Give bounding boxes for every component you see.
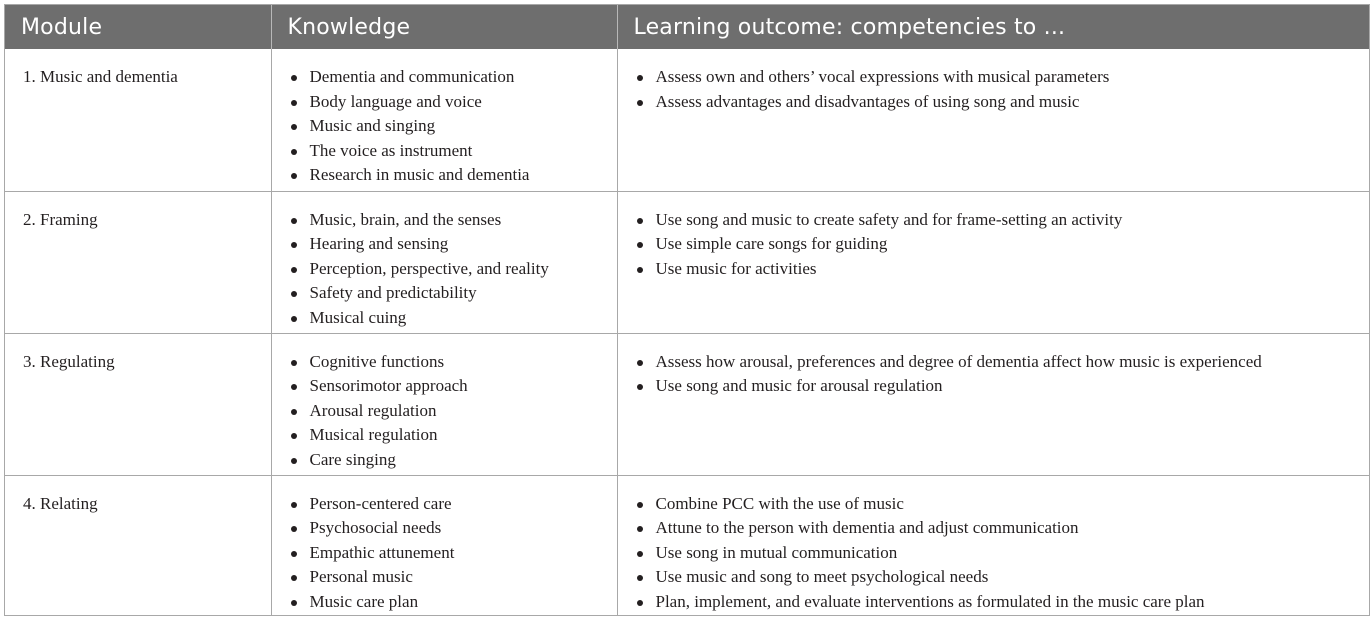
bullet-icon [291,75,297,81]
knowledge-item: Research in music and dementia [309,165,530,185]
module-label: 1. Music and dementia [23,67,178,86]
bullet-icon [291,458,297,464]
bullet-icon [637,600,643,606]
knowledge-item: Perception, perspective, and reality [309,258,549,278]
outcome-item: Attune to the person with dementia and adjust communication [655,518,1079,538]
list-item [636,541,1362,566]
list-item [290,399,609,424]
list-item [290,423,609,448]
list-item [636,516,1362,541]
outcome-item: Use song in mutual communication [655,542,898,562]
list-item [636,90,1362,115]
table-row [5,475,1369,615]
bullet-icon [291,267,297,273]
knowledge-item: Hearing and sensing [309,234,449,254]
table-row [5,49,1369,191]
header-module: Module [5,5,271,49]
module-cell [5,333,271,475]
bullet-icon [637,75,643,81]
knowledge-item: Dementia and communication [309,67,515,86]
knowledge-item: Musical cuing [309,307,407,327]
knowledge-item: Arousal regulation [309,400,437,420]
bullet-icon [291,291,297,297]
bullet-icon [637,267,643,273]
knowledge-item: Empathic attunement [309,542,455,562]
modules-table [5,5,1369,615]
knowledge-item: Personal music [309,567,413,587]
list-item [290,114,609,139]
list-item [290,306,609,331]
module-label: 3. Regulating [23,351,115,371]
list-item [290,232,609,257]
knowledge-item: Music, brain, and the senses [309,209,502,229]
knowledge-list [290,350,609,473]
knowledge-item: Safety and predictability [309,283,477,303]
bullet-icon [291,409,297,415]
curriculum-table [4,4,1370,616]
bullet-icon [291,600,297,606]
outcome-item: Use music for activities [655,258,817,278]
list-item [636,232,1362,257]
list-item [290,448,609,473]
list-item [290,565,609,590]
table-row [5,191,1369,333]
module-label: 4. Relating [23,493,98,513]
bullet-icon [637,242,643,248]
outcome-item: Use song and music for arousal regulation [655,376,943,396]
outcome-cell [617,191,1369,333]
list-item [290,374,609,399]
knowledge-item: The voice as instrument [309,140,473,160]
bullet-icon [637,526,643,532]
knowledge-item: Psychosocial needs [309,518,442,538]
list-item [290,516,609,541]
knowledge-item: Care singing [309,449,396,469]
knowledge-item: Person-centered care [309,493,452,513]
list-item [290,208,609,233]
header-learning-outcome: Learning outcome: competencies to ... [617,5,1369,49]
knowledge-cell [271,475,617,615]
list-item [636,492,1362,517]
knowledge-cell [271,333,617,475]
outcome-item: Use music and song to meet psychological needs [655,567,989,587]
knowledge-cell [271,191,617,333]
outcome-item: Assess how arousal, preferences and degree of dementia affect how music is experienced [655,351,1262,371]
knowledge-cell [271,49,617,191]
list-item [290,163,609,188]
list-item [636,350,1362,375]
bullet-icon [291,218,297,224]
outcome-item: Plan, implement, and evaluate interventions as formulated in the music care plan [655,591,1205,611]
outcome-item: Assess advantages and disadvantages of using song and music [655,91,1080,111]
bullet-icon [291,526,297,532]
bullet-icon [291,433,297,439]
bullet-icon [637,502,643,508]
list-item [636,257,1362,282]
knowledge-item: Music care plan [309,591,419,611]
outcome-list [636,65,1362,114]
knowledge-item: Musical regulation [309,425,438,445]
outcome-item: Combine PCC with the use of music [655,493,904,513]
list-item [636,65,1362,90]
outcome-list [636,350,1362,399]
list-item [290,139,609,164]
module-label: 2. Framing [23,209,98,229]
knowledge-list [290,208,609,331]
list-item [290,350,609,375]
bullet-icon [291,384,297,390]
outcome-list [636,208,1362,282]
module-cell [5,475,271,615]
knowledge-list [290,65,609,188]
list-item [290,90,609,115]
knowledge-item: Sensorimotor approach [309,376,468,396]
header-row [5,5,1369,49]
bullet-icon [291,149,297,155]
bullet-icon [637,360,643,366]
knowledge-item: Cognitive functions [309,351,445,371]
bullet-icon [291,124,297,130]
table-row [5,333,1369,475]
bullet-icon [637,551,643,557]
list-item [636,208,1362,233]
module-cell [5,49,271,191]
knowledge-item: Music and singing [309,116,436,136]
knowledge-item: Body language and voice [309,91,482,111]
table-body [5,49,1369,615]
bullet-icon [291,502,297,508]
bullet-icon [291,100,297,106]
bullet-icon [637,575,643,581]
bullet-icon [637,218,643,224]
table-header [5,5,1369,49]
list-item [290,541,609,566]
module-cell [5,191,271,333]
knowledge-list [290,492,609,615]
outcome-cell [617,475,1369,615]
bullet-icon [291,316,297,322]
bullet-icon [291,242,297,248]
outcome-cell [617,333,1369,475]
list-item [636,565,1362,590]
outcome-item: Use simple care songs for guiding [655,234,888,254]
outcome-item: Assess own and others’ vocal expressions with musical parameters [655,67,1110,86]
outcome-cell [617,49,1369,191]
header-knowledge: Knowledge [271,5,617,49]
bullet-icon [291,575,297,581]
bullet-icon [291,173,297,179]
list-item [290,590,609,615]
outcome-item: Use song and music to create safety and for frame-setting an activity [655,209,1123,229]
bullet-icon [291,360,297,366]
list-item [290,65,609,90]
list-item [636,374,1362,399]
list-item [636,590,1362,615]
outcome-list [636,492,1362,615]
bullet-icon [291,551,297,557]
bullet-icon [637,384,643,390]
list-item [290,492,609,517]
list-item [290,257,609,282]
list-item [290,281,609,306]
bullet-icon [637,100,643,106]
